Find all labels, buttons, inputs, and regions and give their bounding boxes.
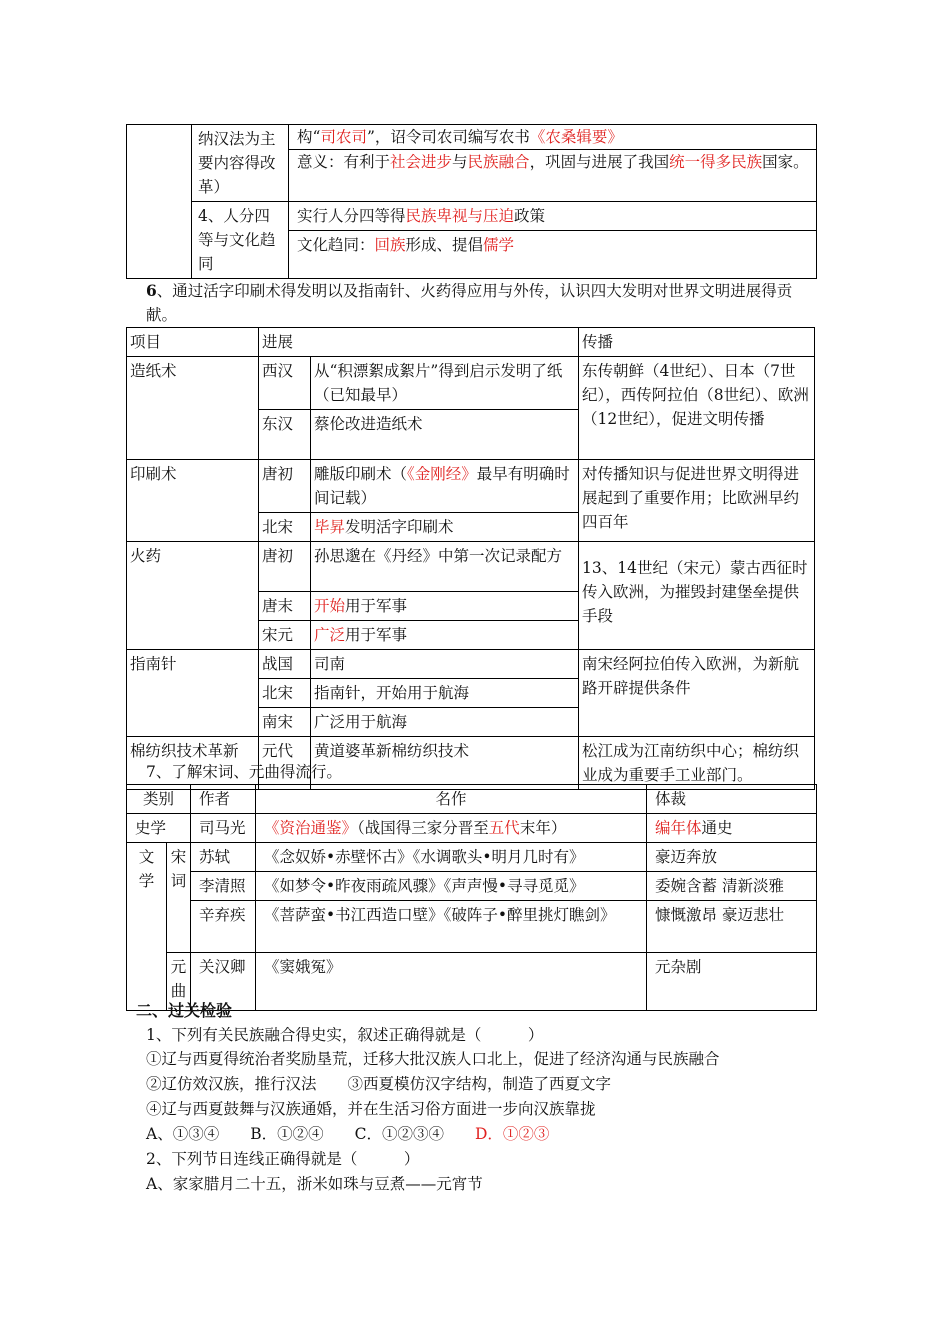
table-cell: 西汉 xyxy=(259,357,311,410)
table-cell: 蔡伦改进造纸术 xyxy=(311,410,579,460)
table-cell: 指南针 xyxy=(127,650,259,737)
table-cell: 实行人分四等得民族卑视与压迫政策 xyxy=(289,202,817,231)
table-cell: 孙思邈在《丹经》中第一次记录配方 xyxy=(311,542,579,592)
heading-6: 6、通过活字印刷术得发明以及指南针、火药得应用与外传，认识四大发明对世界文明进展得贡献。 xyxy=(146,281,793,324)
table-cell: 印刷术 xyxy=(127,460,259,542)
table-cell: 东汉 xyxy=(259,410,311,460)
table-cell xyxy=(127,125,192,279)
reform-line-1: 构“司农司”，诏令司农司编写农书《农桑辑要》 xyxy=(289,125,816,150)
question-1-option-2: ②辽仿效汉族，推行汉法 ③西夏模仿汉字结构，制造了西夏文字 xyxy=(146,1075,612,1093)
table-cell: 13、14世纪（宋元）蒙古西征时传入欧洲，为摧毁封建堡垒提供手段 xyxy=(579,542,815,650)
table-cell: 《窦娥冤》 xyxy=(256,953,647,1011)
table-cell: 元代 xyxy=(259,737,311,790)
table-cell: 棉纺织技术革新 xyxy=(127,737,259,790)
table-header: 传播 xyxy=(579,328,815,357)
table-cell: 火药 xyxy=(127,542,259,650)
table-cell: 东传朝鲜（4世纪）、日本（7世纪），西传阿拉伯（8世纪）、欧洲（12世纪），促进文明传播 xyxy=(579,357,815,460)
table-cell: 元杂剧 xyxy=(647,953,817,1011)
reform-line-2: 意义：有利于社会进步与民族融合，巩固与进展了我国统一得多民族国家。 xyxy=(297,153,809,171)
table-header: 类别 xyxy=(127,785,191,814)
table-cell: 战国 xyxy=(259,650,311,679)
table-cell: 4、人分四等与文化趋同 xyxy=(192,202,289,279)
table-cell: 元曲 xyxy=(167,953,191,1011)
table-four-inventions xyxy=(126,327,815,790)
table-cell: 《念奴娇•赤壁怀古》《水调歌头•明月几时有》 xyxy=(256,843,647,872)
table-cell xyxy=(289,125,817,202)
table-cell: 松江成为江南纺织中心；棉纺织业成为重要手工业部门。 xyxy=(579,737,815,790)
table-cell: 唐初 xyxy=(259,542,311,592)
table-cell: 黄道婆革新棉纺织技术 xyxy=(311,737,579,790)
question-1: 1、下列有关民族融合得史实，叙述正确得就是（ ） xyxy=(146,1026,544,1044)
table-cell: 南宋 xyxy=(259,708,311,737)
table-header: 作者 xyxy=(191,785,256,814)
table-header: 项目 xyxy=(127,328,259,357)
table-cell: 对传播知识与促进世界文明得进展起到了重要作用；比欧洲早约四百年 xyxy=(579,460,815,542)
question-1-answer: D．①②③ xyxy=(474,1125,550,1143)
table-cell: 文化趋同：回族形成、提倡儒学 xyxy=(289,231,817,279)
table-cell: 北宋 xyxy=(259,513,311,542)
table-cell: 南宋经阿拉伯传入欧洲，为新航路开辟提供条件 xyxy=(579,650,815,737)
table-cell: 雕版印刷术（《金刚经》最早有明确时间记载） xyxy=(311,460,579,513)
table-cell: 《菩萨蛮•书江西造口壁》《破阵子•醉里挑灯瞧剑》 xyxy=(256,901,647,953)
table-cell: 造纸术 xyxy=(127,357,259,460)
table-cell: 唐末 xyxy=(259,592,311,621)
table-cell: 北宋 xyxy=(259,679,311,708)
question-1-option-1: ①辽与西夏得统治者奖励垦荒，迁移大批汉族人口北上，促进了经济沟通与民族融合 xyxy=(146,1050,720,1068)
table-cell: 李清照 xyxy=(191,872,256,901)
table-yuan-reform xyxy=(126,124,817,279)
table-cell: 宋元 xyxy=(259,621,311,650)
question-2: 2、下列节日连线正确得就是（ ） xyxy=(146,1150,420,1168)
table-cell: 司马光 xyxy=(191,814,256,843)
question-1-option-3: ④辽与西夏鼓舞与汉族通婚，并在生活习俗方面进一步向汉族靠拢 xyxy=(146,1100,596,1118)
table-cell: 豪迈奔放 xyxy=(647,843,817,872)
table-cell: 广泛用于军事 xyxy=(311,621,579,650)
question-2-option-a: A、家家腊月二十五，浙米如珠与豆煮——元宵节 xyxy=(146,1175,483,1193)
table-cell: 毕昇发明活字印刷术 xyxy=(311,513,579,542)
table-cell: 唐初 xyxy=(259,460,311,513)
table-cell: 苏轼 xyxy=(191,843,256,872)
table-cell: 文学 xyxy=(127,843,167,1011)
table-cell: 从“积漂絮成絮片”得到启示发明了纸（已知最早） xyxy=(311,357,579,410)
table-cell: 辛弃疾 xyxy=(191,901,256,953)
section-title: 二、过关检验 xyxy=(136,1001,233,1020)
heading-7: 7、了解宋词、元曲得流行。 xyxy=(146,763,342,781)
table-cell: 指南针，开始用于航海 xyxy=(311,679,579,708)
table-header: 体裁 xyxy=(647,785,817,814)
table-cell: 关汉卿 xyxy=(191,953,256,1011)
table-literature xyxy=(126,784,817,1011)
table-cell: 编年体通史 xyxy=(647,814,817,843)
table-header: 名作 xyxy=(256,785,647,814)
table-cell: 开始用于军事 xyxy=(311,592,579,621)
table-cell: 广泛用于航海 xyxy=(311,708,579,737)
table-cell: 宋词 xyxy=(167,843,191,953)
table-cell: 司南 xyxy=(311,650,579,679)
table-cell: 慷慨激昂 豪迈悲壮 xyxy=(647,901,817,953)
table-cell: 史学 xyxy=(127,814,191,843)
table-cell: 《如梦令•昨夜雨疏风骤》《声声慢•寻寻觅觅》 xyxy=(256,872,647,901)
table-cell: 《资治通鉴》（战国得三家分晋至五代末年） xyxy=(256,814,647,843)
table-cell: 委婉含蓄 清新淡雅 xyxy=(647,872,817,901)
table-cell: 纳汉法为主要内容得改革） xyxy=(192,125,289,202)
question-1-choices: A、①③④ B．①②④ C．①②③④ D．①②③ xyxy=(146,1125,550,1143)
table-header: 进展 xyxy=(259,328,579,357)
